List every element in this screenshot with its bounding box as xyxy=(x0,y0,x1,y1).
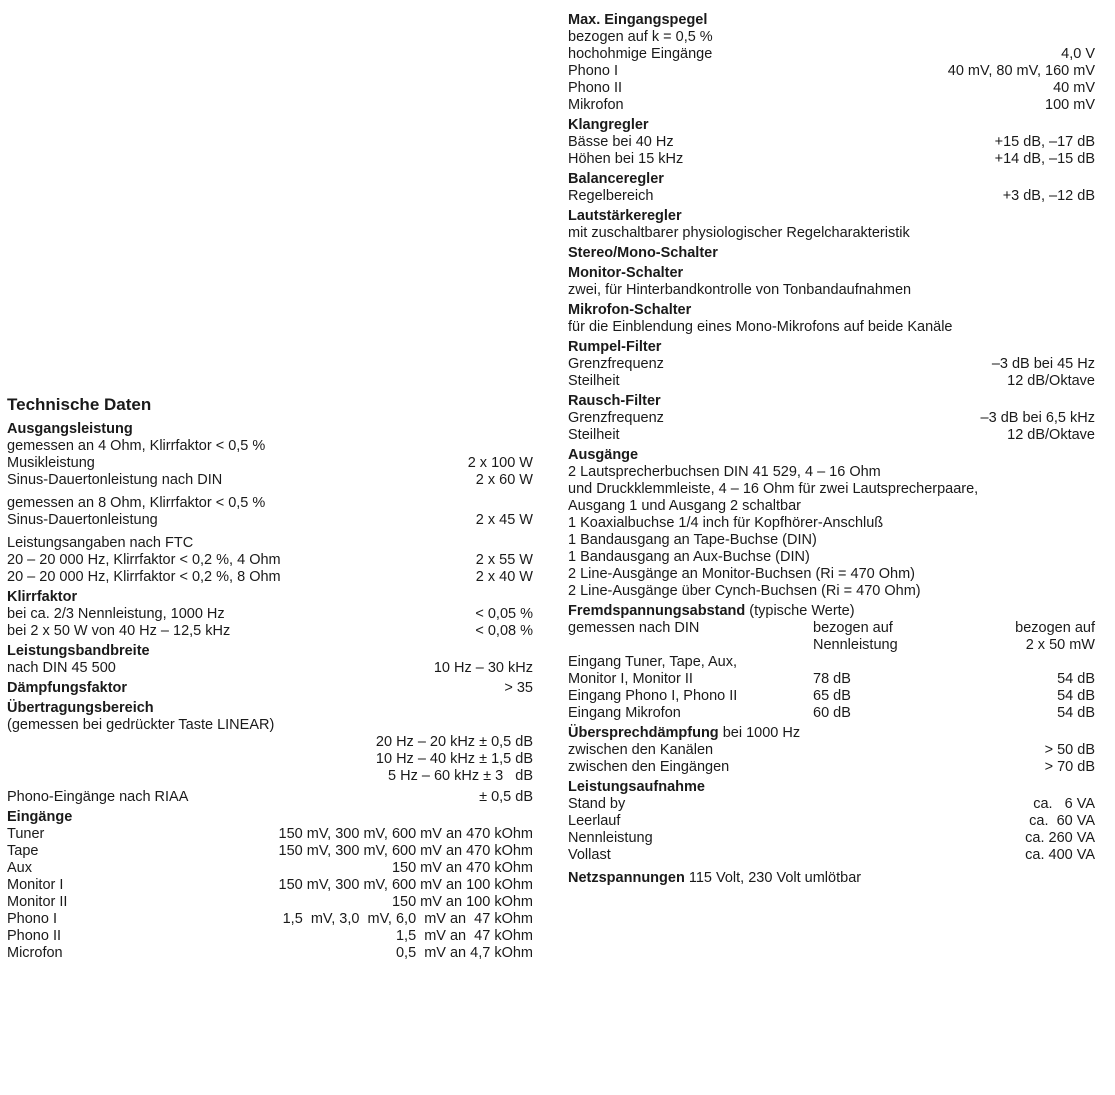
ausgaenge-heading: Ausgänge xyxy=(568,447,639,463)
ausgangsleistung-heading: Ausgangsleistung xyxy=(7,421,133,437)
left-column xyxy=(7,395,533,962)
uebertragung-heading: Übertragungsbereich xyxy=(7,700,154,716)
spec-value: 10 Hz – 40 kHz ± 1,5 dB xyxy=(375,751,533,767)
spec-row: bei 2 x 50 W von 40 Hz – 12,5 kHz < 0,08 % xyxy=(7,623,533,639)
ausgaenge-line: 1 Koaxialbuchse 1/4 inch für Kopfhörer-Anschluß xyxy=(568,515,884,531)
spec-row: Regelbereich +3 dB, –12 dB xyxy=(568,188,1095,204)
spec-row: 20 – 20 000 Hz, Klirrfaktor < 0,2 %, 4 Ohm 2 x 55 W xyxy=(7,552,533,568)
spec-value: 5 Hz – 60 kHz ± 3 dB xyxy=(388,768,533,784)
spec-row: Nennleistung ca. 260 VA xyxy=(568,830,1095,846)
spec-row: Sinus-Dauertonleistung nach DIN 2 x 60 W xyxy=(7,472,533,488)
spec-row: zwischen den Eingängen > 70 dB xyxy=(568,759,1095,775)
spec-row: Phono II 40 mV xyxy=(568,80,1095,96)
mikro-heading: Mikrofon-Schalter xyxy=(568,302,692,318)
page-title: Technische Daten xyxy=(7,395,152,414)
spec-row: zwischen den Kanälen > 50 dB xyxy=(568,742,1095,758)
spec-row: 20 – 20 000 Hz, Klirrfaktor < 0,2 %, 8 Ohm 2 x 40 W xyxy=(7,569,533,585)
spec-row: Dämpfungsfaktor > 35 xyxy=(7,680,533,696)
ausgaenge-line: 2 Lautsprecherbuchsen DIN 41 529, 4 – 16 Ohm xyxy=(568,464,881,480)
ausgaenge-line: und Druckklemmleiste, 4 – 16 Ohm für zwei Lautsprecherpaare, xyxy=(568,481,979,497)
spec-row: bei ca. 2/3 Nennleistung, 1000 Hz < 0,05 % xyxy=(7,606,533,622)
ausgaenge-line: 1 Bandausgang an Aux-Buchse (DIN) xyxy=(568,549,810,565)
rausch-heading: Rausch-Filter xyxy=(568,393,661,409)
spec-row: Musikleistung 2 x 100 W xyxy=(7,455,533,471)
netz-heading: Netzspannungen xyxy=(568,870,685,886)
ueber-heading-suffix: bei 1000 Hz xyxy=(722,725,801,741)
spec-row: Phono-Eingänge nach RIAA ± 0,5 dB xyxy=(7,789,533,805)
spec-row: Leerlauf ca. 60 VA xyxy=(568,813,1095,829)
spec-row: Phono I 40 mV, 80 mV, 160 mV xyxy=(568,63,1095,79)
right-column xyxy=(568,12,1095,887)
fremd-heading-suffix: (typische Werte) xyxy=(749,603,855,619)
max-sub: bezogen auf k = 0,5 % xyxy=(568,29,713,45)
ausgaenge-line: 1 Bandausgang an Tape-Buchse (DIN) xyxy=(568,532,817,548)
klirrfaktor-heading: Klirrfaktor xyxy=(7,589,78,605)
spec-row: Bässe bei 40 Hz +15 dB, –17 dB xyxy=(568,134,1095,150)
ueber-heading-line xyxy=(568,725,1095,742)
aufnahme-heading: Leistungsaufnahme xyxy=(568,779,705,795)
spec-row: Mikrofon 100 mV xyxy=(568,97,1095,113)
netz-text: 115 Volt, 230 Volt umlötbar xyxy=(688,870,862,886)
fremd-heading: Fremdspannungsabstand xyxy=(568,603,746,619)
spec-row: Vollast ca. 400 VA xyxy=(568,847,1095,863)
ftc-heading: Leistungsangaben nach FTC xyxy=(7,535,194,551)
spec-row: Steilheit 12 dB/Oktave xyxy=(568,373,1095,389)
ueber-heading: Übersprechdämpfung xyxy=(568,725,719,741)
spec-row: Sinus-Dauertonleistung 2 x 45 W xyxy=(7,512,533,528)
netz-line xyxy=(568,870,1095,887)
spec-row: Grenzfrequenz –3 dB bei 45 Hz xyxy=(568,356,1095,372)
ausgaenge-line: 2 Line-Ausgänge über Cynch-Buchsen (Ri = 470 Ohm) xyxy=(568,583,921,599)
fremd-table: gemessen nach DIN bezogen auf bezogen auf Nennleistung 2 x 50 mW Eingang Tuner, Tape, Aux, Monitor I, Monitor II 78 dB 54 dB Eingang Phono I, Phono II 65 dB 54 dB Eingang Mikrofon 60 dB 54 dB xyxy=(568,620,1095,721)
laut-heading: Lautstärkeregler xyxy=(568,208,682,224)
spec-row: Stand by ca. 6 VA xyxy=(568,796,1095,812)
bandbreite-heading: Leistungsbandbreite xyxy=(7,643,150,659)
ausgangsleistung-sub1: gemessen an 4 Ohm, Klirrfaktor < 0,5 % xyxy=(7,438,266,454)
spec-row: Höhen bei 15 kHz +14 dB, –15 dB xyxy=(568,151,1095,167)
eingaenge-heading: Eingänge xyxy=(7,809,73,825)
monitor-text: zwei, für Hinterbandkontrolle von Tonbandaufnahmen xyxy=(568,282,912,298)
klang-heading: Klangregler xyxy=(568,117,649,133)
uebertragung-sub: (gemessen bei gedrückter Taste LINEAR) xyxy=(7,717,275,733)
monitor-heading: Monitor-Schalter xyxy=(568,265,684,281)
ausgaenge-line: 2 Line-Ausgänge an Monitor-Buchsen (Ri = 470 Ohm) xyxy=(568,566,915,582)
fremd-heading-line xyxy=(568,603,1095,620)
ausgangsleistung-sub2: gemessen an 8 Ohm, Klirrfaktor < 0,5 % xyxy=(7,495,266,511)
stereo-heading: Stereo/Mono-Schalter xyxy=(568,245,718,261)
spec-value: 20 Hz – 20 kHz ± 0,5 dB xyxy=(375,734,533,750)
rumpel-heading: Rumpel-Filter xyxy=(568,339,662,355)
laut-text: mit zuschaltbarer physiologischer Regelcharakteristik xyxy=(568,225,910,241)
spec-row: hochohmige Eingänge 4,0 V xyxy=(568,46,1095,62)
spec-row: Steilheit 12 dB/Oktave xyxy=(568,427,1095,443)
mikro-text: für die Einblendung eines Mono-Mikrofons auf beide Kanäle xyxy=(568,319,953,335)
max-heading: Max. Eingangspegel xyxy=(568,12,708,28)
spec-row: Grenzfrequenz –3 dB bei 6,5 kHz xyxy=(568,410,1095,426)
ausgaenge-line: Ausgang 1 und Ausgang 2 schaltbar xyxy=(568,498,801,514)
daempfung-heading: Dämpfungsfaktor xyxy=(7,680,128,696)
spec-row: nach DIN 45 500 10 Hz – 30 kHz xyxy=(7,660,533,676)
balance-heading: Balanceregler xyxy=(568,171,664,187)
eingaenge-list: Tuner 150 mV, 300 mV, 600 mV an 470 kOhm Tape 150 mV, 300 mV, 600 mV an 470 kOhm Aux 150 mV an 470 kOhm Monitor I 150 mV, 300 mV, 600 mV an 100 kOhm Monitor II 150 mV an 100 kOhm Phono I 1,5 mV, 3,0 mV, 6,0 mV an 47 kOhm Phono II 1,5 mV an 47 kOhm Microfon 0,5 mV an 4,7 kOhm xyxy=(7,826,533,961)
